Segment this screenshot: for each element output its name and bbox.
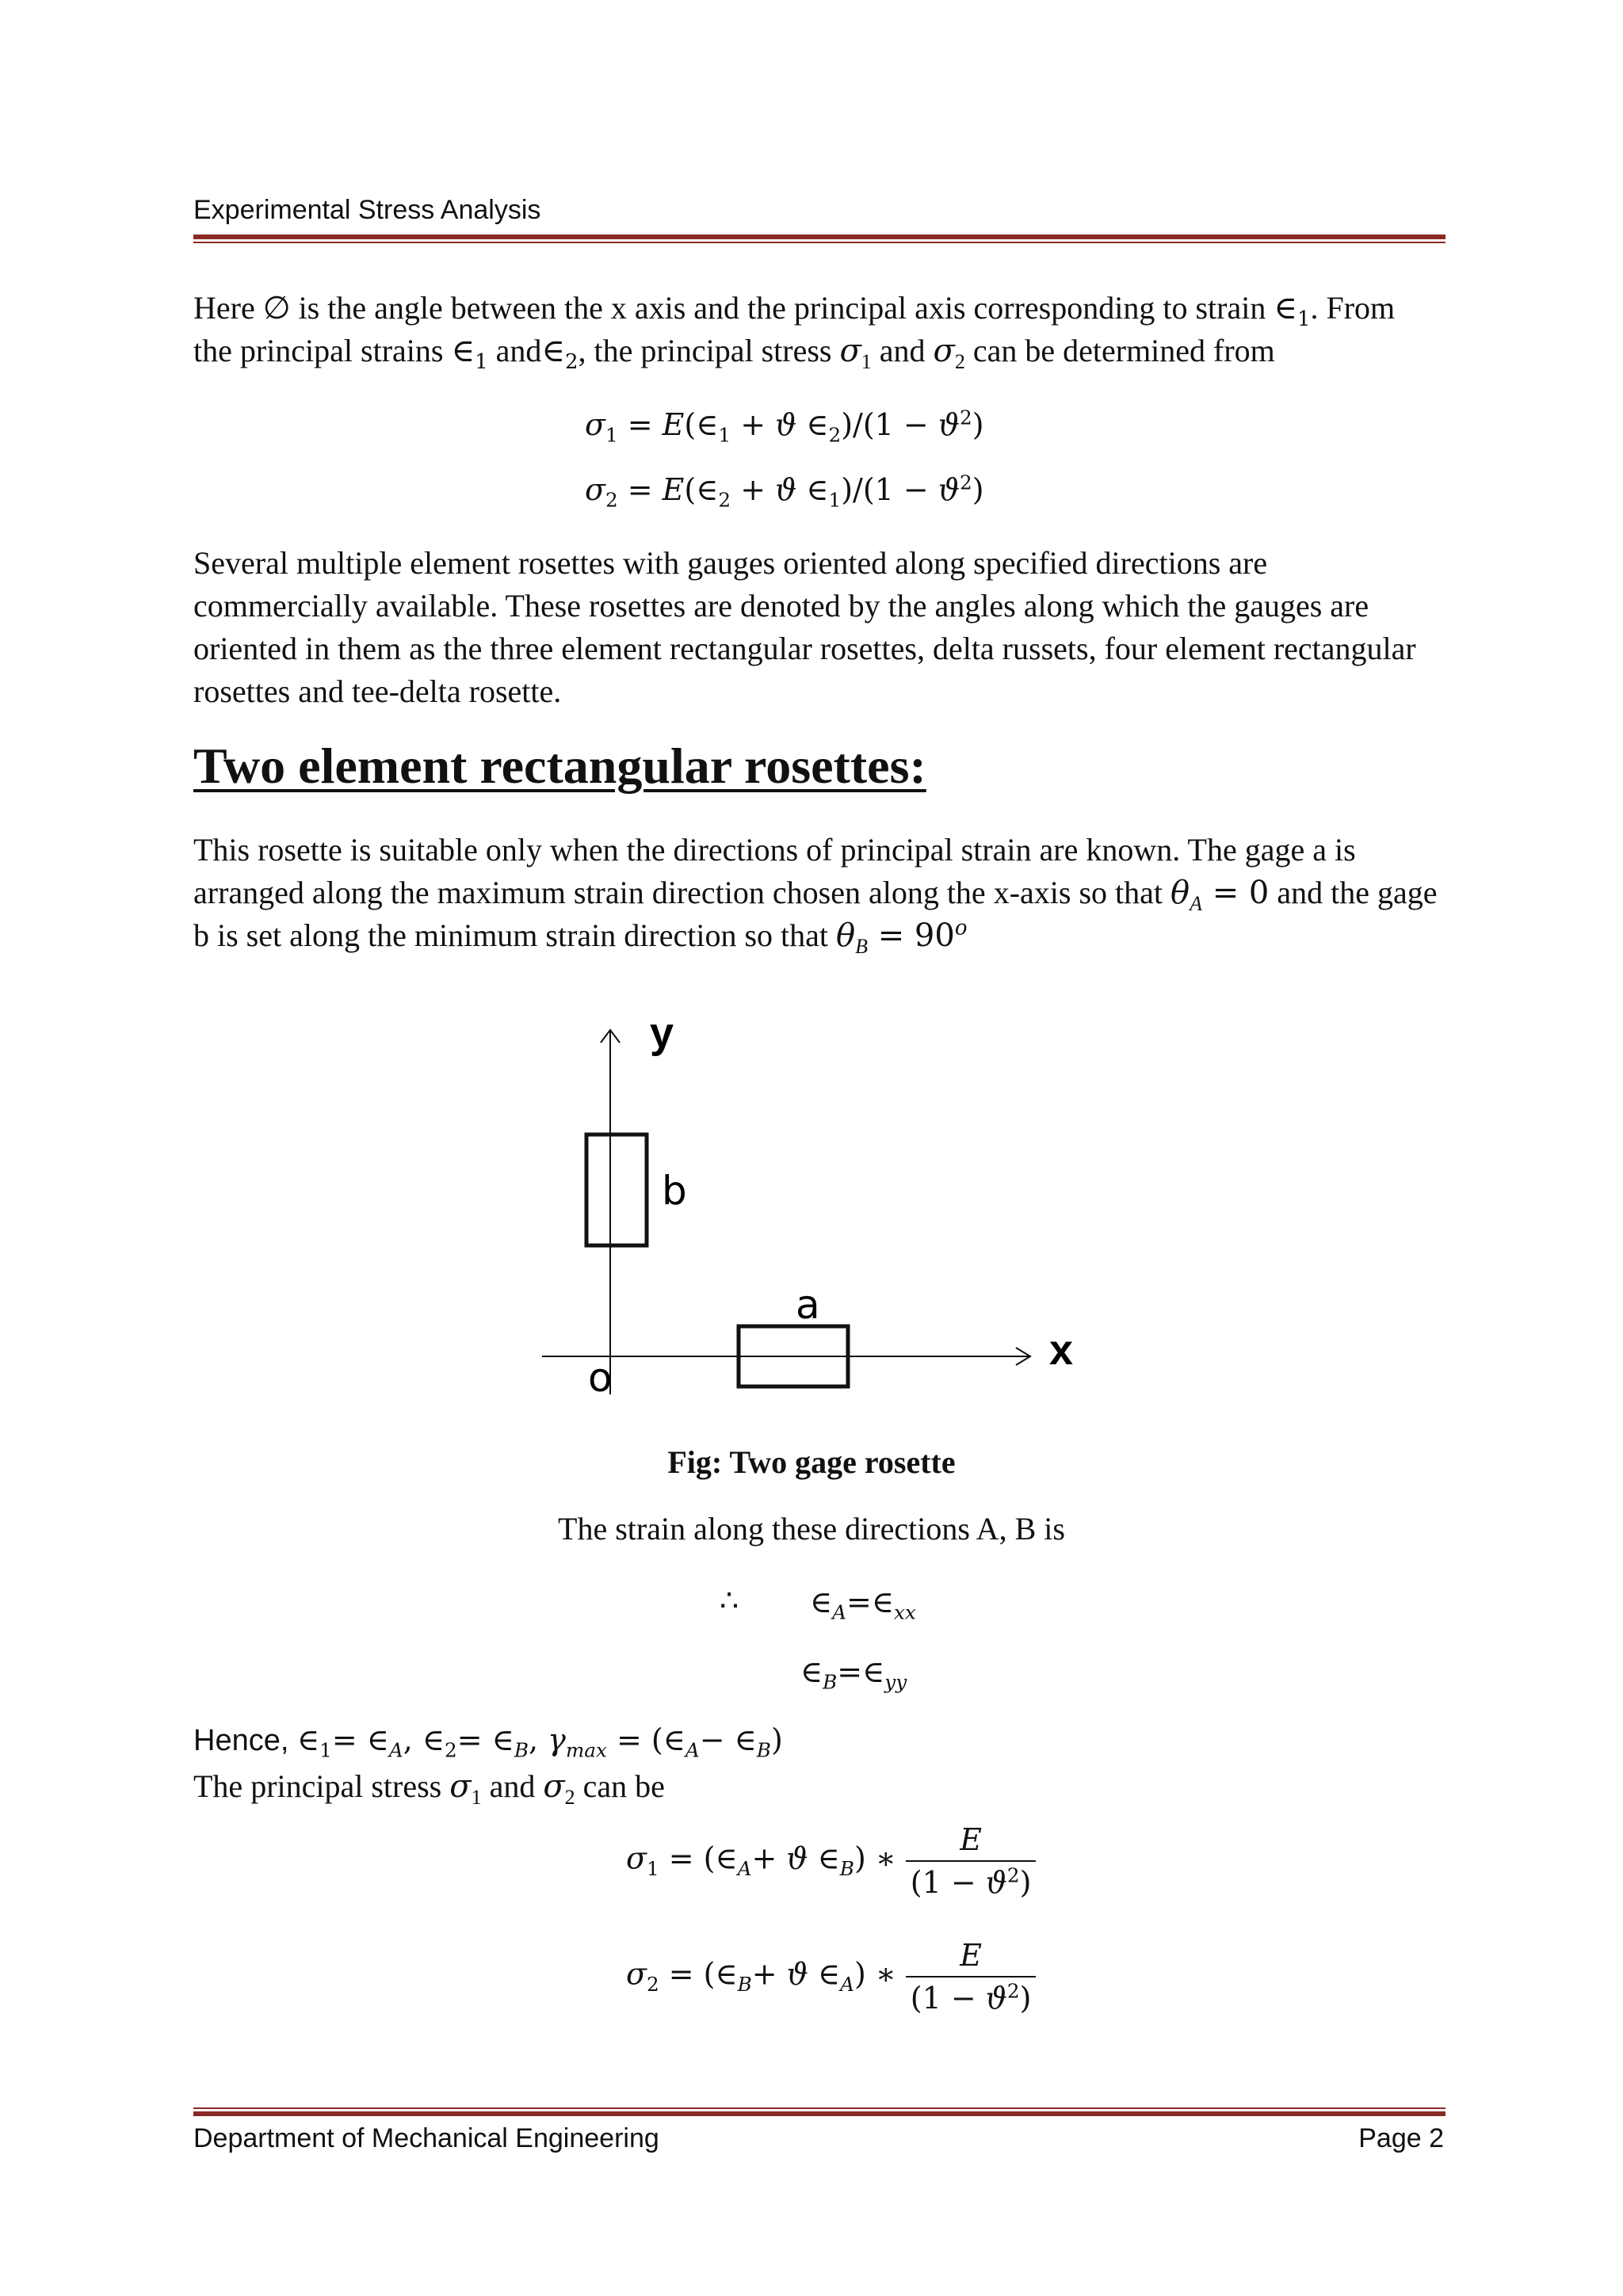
- equation-sigma2-fraction: $\sigma_2$ = ($\in_B+ ϑ$ $\in_A$) ∗ $\frac{E}{(1 - ϑ^2)}$: [626, 1938, 1036, 2016]
- intro-paragraph: Here ∅ is the angle between the x axis and the principal axis corresponding to strain $\in_1$. From the principal strains $\in_1$ $and\in_2$, the principal stress $\sigma_1$ and $\sigma_2$ can be determined from: [193, 290, 1396, 374]
- equation-sigma1-fraction: $\sigma_1$ = ($\in_A+ ϑ$ $\in_B$) ∗ $\frac{E}{(1 - ϑ^2)}$: [626, 1822, 1036, 1900]
- section-heading: Two element rectangular rosettes:: [193, 738, 926, 794]
- header-title: Experimental Stress Analysis: [193, 195, 541, 225]
- y-axis-label: y: [650, 1009, 674, 1057]
- footer-page-number: Page 2: [1358, 2123, 1444, 2153]
- gage-a-label: a: [796, 1282, 820, 1328]
- rosettes-paragraph: Several multiple element rosettes with gauges oriented along specified directions are commercially available. These rosettes are denoted by the angles along which the gauges are oriented in them as the three element rectangular rosettes, delta russets, four element rectangular rosettes and tee-delta rosette.: [193, 545, 1416, 709]
- principal-stress-line: The principal stress $\sigma_1$ and $\sigma_2$ can be: [193, 1768, 665, 1809]
- equation-strain-a: $\in_A=\in_{xx}$: [810, 1585, 916, 1624]
- equation-sigma1: $\sigma_1$ = $E(\in_1 + ϑ$ $\in_2)/(1 - ϑ^2)$: [585, 406, 984, 447]
- strain-intro: The strain along these directions A, B is: [558, 1511, 1065, 1547]
- figure-caption: Fig: Two gage rosette: [667, 1444, 956, 1480]
- footer-rule: [193, 2111, 1445, 2116]
- footer-rule-thin: [193, 2107, 1445, 2109]
- therefore-symbol: ∴: [720, 1583, 739, 1618]
- footer-department: Department of Mechanical Engineering: [193, 2123, 659, 2153]
- equation-strain-b: $\in_B=\in_{yy}$: [800, 1654, 907, 1694]
- equation-sigma2: $\sigma_2$ = $E(\in_2 + ϑ$ $\in_1)/(1 - ϑ^2)$: [585, 471, 984, 512]
- gage-b-label: b: [662, 1168, 687, 1214]
- gage-b: [586, 1135, 647, 1245]
- origin-label: o: [588, 1355, 613, 1401]
- hence-line: Hence, $\in_1=$ $\in_A$, $\in_2=$ $\in_B$, $\gamma_{max}$ = ($\in_A-$ $\in_B$): [193, 1722, 783, 1762]
- x-axis-label: x: [1049, 1326, 1074, 1374]
- section-paragraph: This rosette is suitable only when the directions of principal strain are known. The gage a is arranged along the maximum strain direction chosen along the x-axis so that $\theta_A = 0$ and the gage b is set along the minimum strain direction so that $\theta_B = 90^o$: [193, 832, 1438, 958]
